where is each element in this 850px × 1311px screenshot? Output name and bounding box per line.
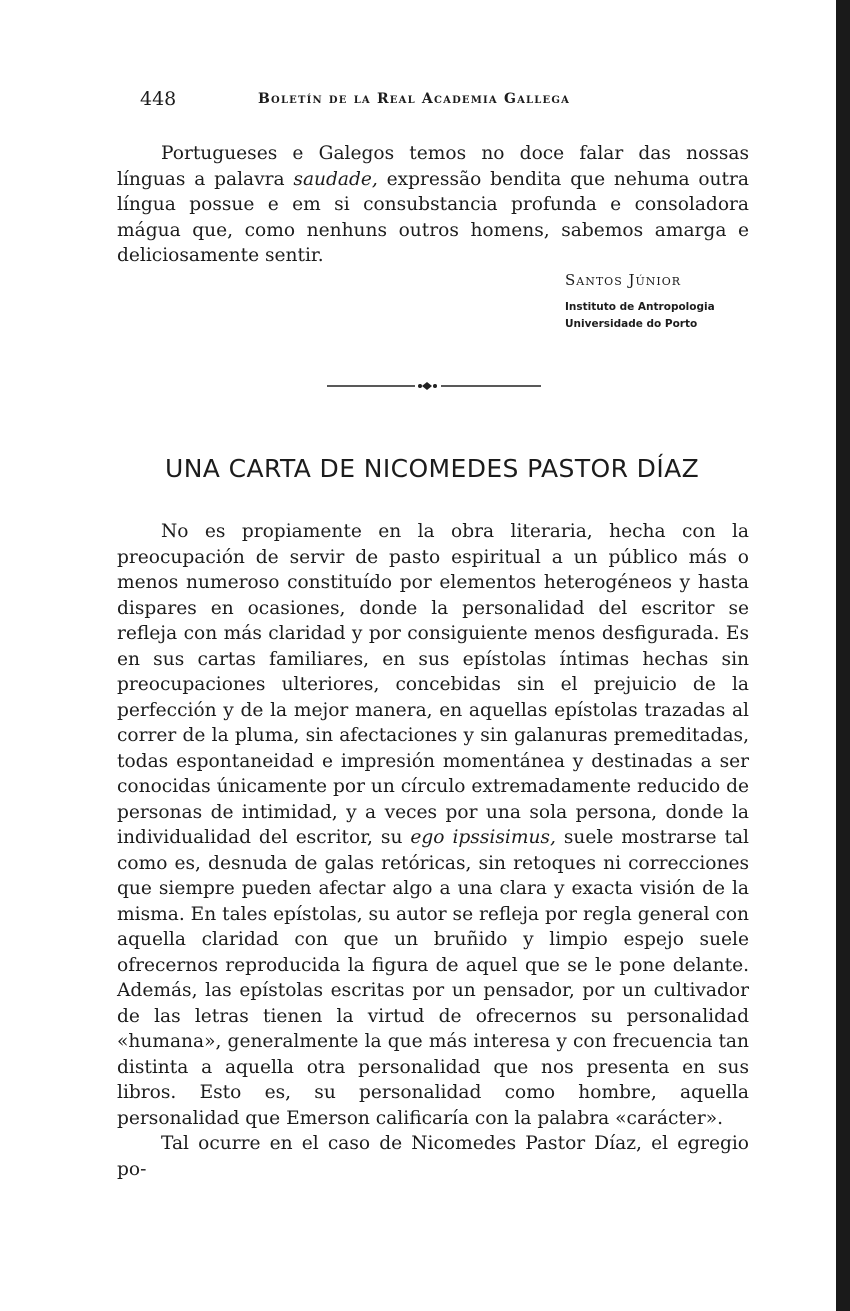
- previous-article-closing: [117, 141, 749, 269]
- emphasis-word: saudade,: [293, 168, 378, 190]
- page-number: 448: [140, 88, 177, 110]
- author-affiliation-university: Universidade do Porto: [565, 318, 698, 330]
- section-divider-ornament: [327, 378, 547, 394]
- article-body: [117, 519, 749, 1182]
- latin-phrase: ego ipssisimus,: [410, 827, 556, 848]
- running-header: [140, 88, 760, 114]
- running-title: Boletín de la Real Academia Gallega: [258, 91, 571, 107]
- body-paragraph-2: Tal ocurre en el caso de Nicomedes Pastor Díaz, el egregio po-: [117, 1133, 749, 1180]
- scan-edge-bar: [836, 0, 850, 1311]
- author-affiliation-institute: Instituto de Antropologia: [565, 301, 715, 313]
- article-title: UNA CARTA DE NICOMEDES PASTOR DÍAZ: [165, 454, 700, 483]
- author-signature: Santos Júnior: [565, 271, 682, 289]
- closing-paragraph: Portugueses e Galegos temos no doce falar das nossas línguas a palavra saudade, expressão bendita que nehuma outra língua possue e em si consubstancia profunda e consoladora mágua que, como nenhuns outros homens, sabemos amarga e deliciosamente sentir.: [117, 143, 749, 266]
- body-paragraph-1: No es propiamente en la obra literaria, hecha con la preocupación de servir de pasto espiritual a un público más o menos numeroso constituído por elementos heterogéneos y hasta dispares en ocasiones, donde la personalidad del escritor se refleja con más claridad y por consiguiente menos desfigurada. Es en sus cartas familiares, en sus epístolas íntimas hechas sin preocupaciones ulteriores, concebidas sin el prejuicio de la perfección y de la mejor manera, en aquellas epístolas trazadas al correr de la pluma, sin afectaciones y sin galanuras premeditadas, todas espontaneidad e impresión momentánea y destinadas a ser conocidas únicamente por un círculo extremadamente reducido de personas de intimidad, y a veces por una sola persona, donde la individualidad del escritor, su ego ipssisimus, suele mostrarse tal como es, desnuda de galas retóricas, sin retoques ni correcciones que siempre pueden afectar algo a una clara y exacta visión de la misma. En tales epístolas, su autor se refleja por regla general con aquella claridad con que un bruñido y limpio espejo suele ofrecernos reproducida la figura de aquel que se le pone delante. Además, las epístolas escritas por un pensador, por un cultivador de las letras tienen la virtud de ofrecernos su personalidad «humana», generalmente la que más interesa y con frecuencia tan distinta a aquella otra personalidad que nos presenta en sus libros. Esto es, su personalidad como hombre, aquella personalidad que Emerson calificaría con la palabra «carácter».: [117, 521, 750, 1129]
